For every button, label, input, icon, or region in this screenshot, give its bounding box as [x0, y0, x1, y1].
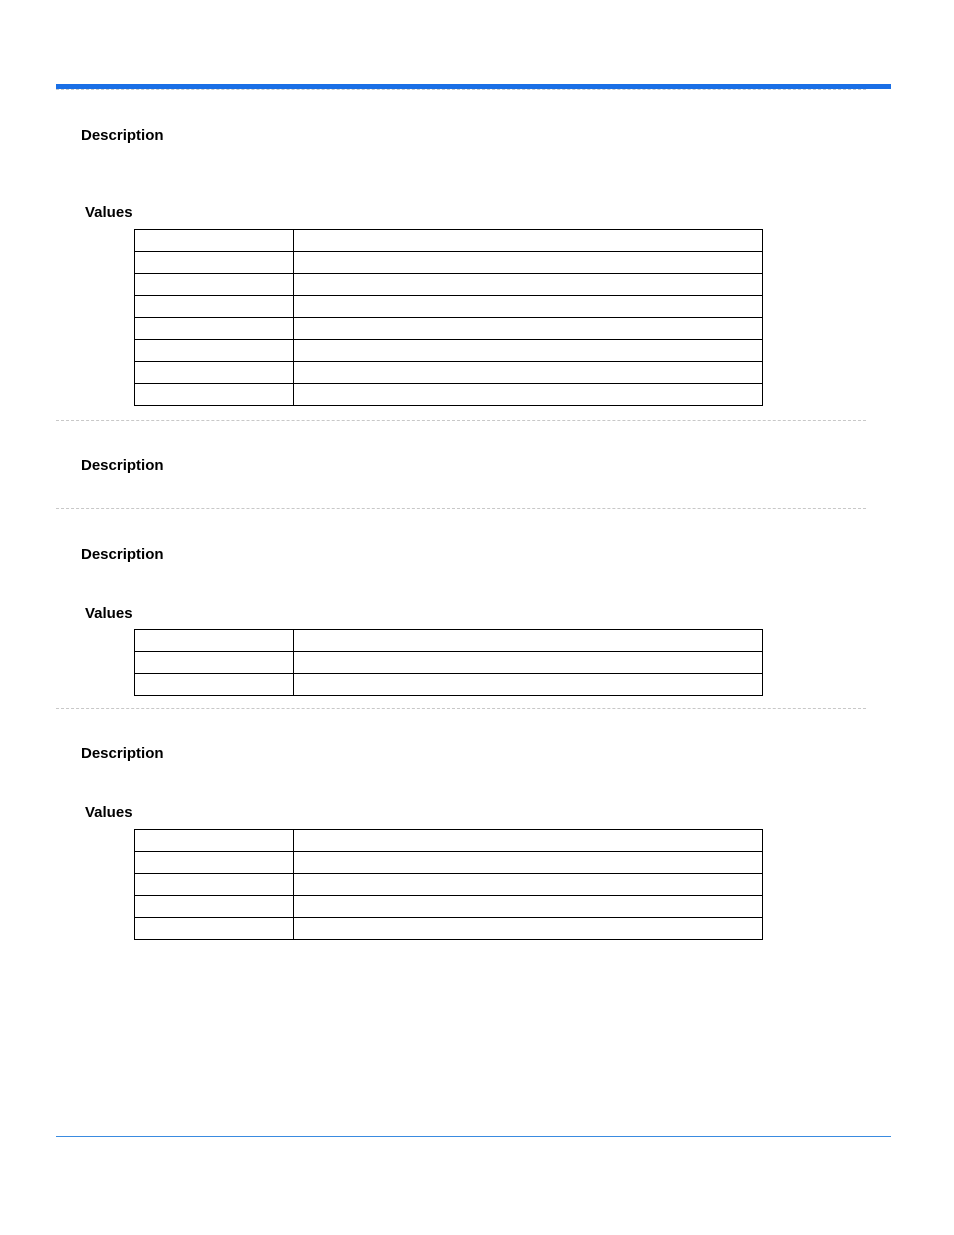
section-3-values-table: [134, 629, 763, 696]
section-4-description-heading: Description: [81, 745, 164, 762]
table-row: [135, 896, 763, 918]
section-2-description-heading: Description: [81, 457, 164, 474]
section-1-values-table: [134, 229, 763, 406]
value-cell: [135, 918, 294, 940]
description-cell: [294, 918, 763, 940]
description-cell: [294, 340, 763, 362]
value-cell: [135, 252, 294, 274]
table-row: [135, 230, 763, 252]
value-cell: [135, 852, 294, 874]
description-cell: [294, 362, 763, 384]
section-3-values-heading: Values: [85, 605, 133, 622]
section-4-values-table: [134, 829, 763, 940]
section-3-description-heading: Description: [81, 546, 164, 563]
value-cell: [135, 340, 294, 362]
value-cell: [135, 384, 294, 406]
value-cell: [135, 230, 294, 252]
description-cell: [294, 630, 763, 652]
section-separator: [56, 708, 866, 709]
section-separator: [56, 508, 866, 509]
section-4-values-heading: Values: [85, 804, 133, 821]
table-row: [135, 252, 763, 274]
value-cell: [135, 362, 294, 384]
table-row: [135, 630, 763, 652]
description-cell: [294, 296, 763, 318]
description-cell: [294, 274, 763, 296]
value-cell: [135, 630, 294, 652]
table-row: [135, 318, 763, 340]
table-row: [135, 918, 763, 940]
table-row: [135, 274, 763, 296]
footer-rule: [56, 1136, 891, 1137]
description-cell: [294, 852, 763, 874]
table-row: [135, 674, 763, 696]
description-cell: [294, 874, 763, 896]
description-cell: [294, 230, 763, 252]
table-row: [135, 830, 763, 852]
value-cell: [135, 318, 294, 340]
value-cell: [135, 274, 294, 296]
description-cell: [294, 384, 763, 406]
header-separator: [56, 89, 866, 90]
description-cell: [294, 252, 763, 274]
table-row: [135, 652, 763, 674]
value-cell: [135, 874, 294, 896]
table-row: [135, 384, 763, 406]
value-cell: [135, 674, 294, 696]
section-1-description-heading: Description: [81, 127, 164, 144]
value-cell: [135, 652, 294, 674]
description-cell: [294, 318, 763, 340]
table-row: [135, 874, 763, 896]
section-separator: [56, 420, 866, 421]
table-row: [135, 340, 763, 362]
value-cell: [135, 296, 294, 318]
table-row: [135, 362, 763, 384]
description-cell: [294, 652, 763, 674]
table-row: [135, 296, 763, 318]
value-cell: [135, 830, 294, 852]
description-cell: [294, 896, 763, 918]
section-1-values-heading: Values: [85, 204, 133, 221]
description-cell: [294, 830, 763, 852]
description-cell: [294, 674, 763, 696]
value-cell: [135, 896, 294, 918]
table-row: [135, 852, 763, 874]
